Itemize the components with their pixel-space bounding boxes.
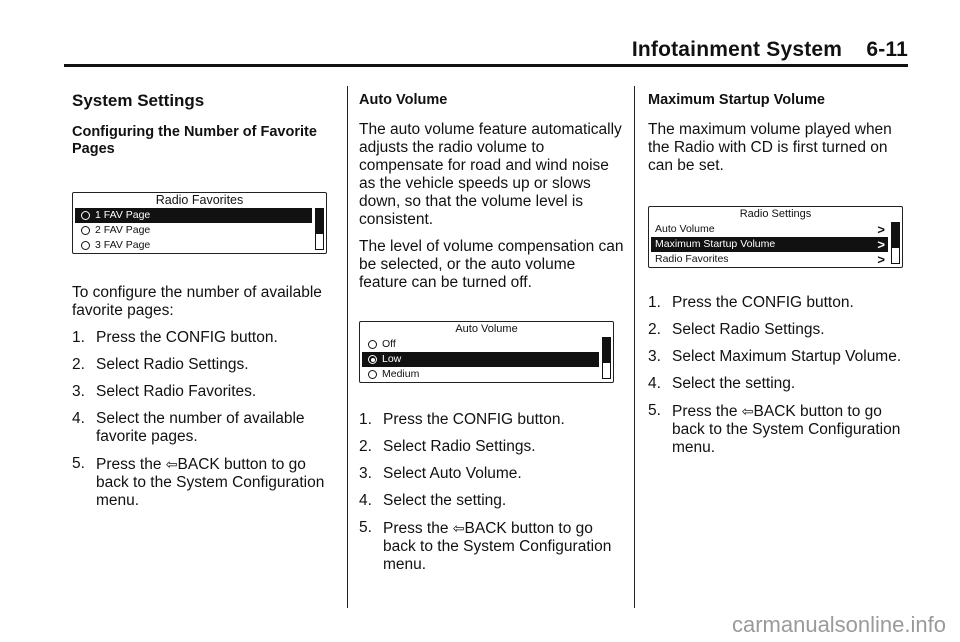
radio-icon — [81, 211, 90, 220]
list-item[interactable]: Radio Favorites > — [655, 252, 885, 267]
step: 4. Select the setting. — [359, 492, 507, 509]
list-item[interactable]: 1 FAV Page — [75, 208, 312, 223]
screen-list — [649, 222, 902, 267]
header-rule — [64, 64, 908, 67]
watermark: carmanualsonline.info — [731, 612, 946, 637]
scrollbar[interactable] — [891, 222, 900, 264]
step: 5. Press the ⇦BACK button to go back to the System Configuration menu. — [72, 455, 325, 509]
page-number: 6-11 — [866, 38, 908, 61]
body-text: The auto volume feature automatically adjusts the radio volume to compensate for road and wind noise as the vehicle speeds up or slows down, so that the volume level is consistent. — [359, 121, 622, 228]
step: 1. Press the CONFIG button. — [648, 294, 854, 311]
section-title: System Settings — [72, 91, 205, 110]
step: 1. Press the CONFIG button. — [72, 329, 278, 346]
list-item[interactable]: Auto Volume > — [655, 222, 885, 237]
column-divider — [634, 86, 635, 608]
step: 4. Select the setting. — [648, 375, 796, 392]
radio-settings-screen — [648, 206, 903, 268]
screen-title: Auto Volume — [455, 323, 518, 335]
back-icon: ⇦ — [165, 456, 178, 472]
intro-text: To configure the number of available favorite pages: — [72, 284, 322, 319]
list-item[interactable]: Maximum Startup Volume > — [651, 237, 888, 252]
chevron-right-icon: > — [877, 237, 885, 252]
screen-title: Radio Settings — [739, 208, 812, 220]
auto-volume-screen — [359, 321, 614, 383]
screen-title: Radio Favorites — [155, 193, 244, 207]
subsection-title: Maximum Startup Volume — [648, 92, 825, 108]
step: 2. Select Radio Settings. — [648, 321, 825, 338]
chapter-title: Infotainment System — [631, 38, 843, 61]
page-title — [632, 38, 908, 62]
subsection-title: Auto Volume — [359, 92, 448, 108]
scrollbar-thumb[interactable] — [603, 338, 610, 363]
screen-list — [73, 208, 326, 253]
radio-icon — [81, 241, 90, 250]
step: 3. Select Radio Favorites. — [72, 383, 257, 400]
chevron-right-icon: > — [877, 222, 885, 237]
body-text: The level of volume compensation can be selected, or the auto volume feature can be turned off. — [359, 238, 624, 291]
step: 2. Select Radio Settings. — [359, 438, 536, 455]
step: 1. Press the CONFIG button. — [359, 411, 565, 428]
radio-icon — [368, 370, 377, 379]
radio-icon — [368, 340, 377, 349]
column-divider — [347, 86, 348, 608]
list-item[interactable]: Low — [362, 352, 599, 367]
step: 5. Press the ⇦BACK button to go back to the System Configuration menu. — [359, 519, 612, 573]
list-item[interactable]: 2 FAV Page — [75, 223, 312, 238]
step: 3. Select Auto Volume. — [359, 465, 522, 482]
column-3 — [648, 86, 913, 466]
column-1 — [72, 86, 337, 519]
step: 5. Press the ⇦BACK button to go back to the System Configuration menu. — [648, 402, 901, 456]
step: 2. Select Radio Settings. — [72, 356, 249, 373]
step: 4. Select the number of available favorite pages. — [72, 410, 305, 445]
body-text: The maximum volume played when the Radio with CD is first turned on can be set. — [648, 121, 892, 174]
scrollbar[interactable] — [315, 208, 324, 250]
step: 3. Select Maximum Startup Volume. — [648, 348, 902, 365]
page-header — [0, 0, 960, 70]
list-item[interactable]: Medium — [362, 367, 599, 382]
back-icon: ⇦ — [741, 403, 754, 419]
list-item[interactable]: Off — [362, 337, 599, 352]
radio-selected-icon — [368, 355, 377, 364]
radio-icon — [81, 226, 90, 235]
column-2 — [359, 86, 624, 583]
scrollbar-thumb[interactable] — [892, 223, 899, 248]
scrollbar[interactable] — [602, 337, 611, 379]
back-icon: ⇦ — [452, 520, 465, 536]
screen-list — [360, 337, 613, 382]
radio-favorites-screen — [72, 192, 327, 254]
chevron-right-icon: > — [877, 252, 885, 267]
scrollbar-thumb[interactable] — [316, 209, 323, 234]
subsection-title: Configuring the Number of Favorite Pages — [72, 124, 317, 157]
list-item[interactable]: 3 FAV Page — [75, 238, 312, 253]
